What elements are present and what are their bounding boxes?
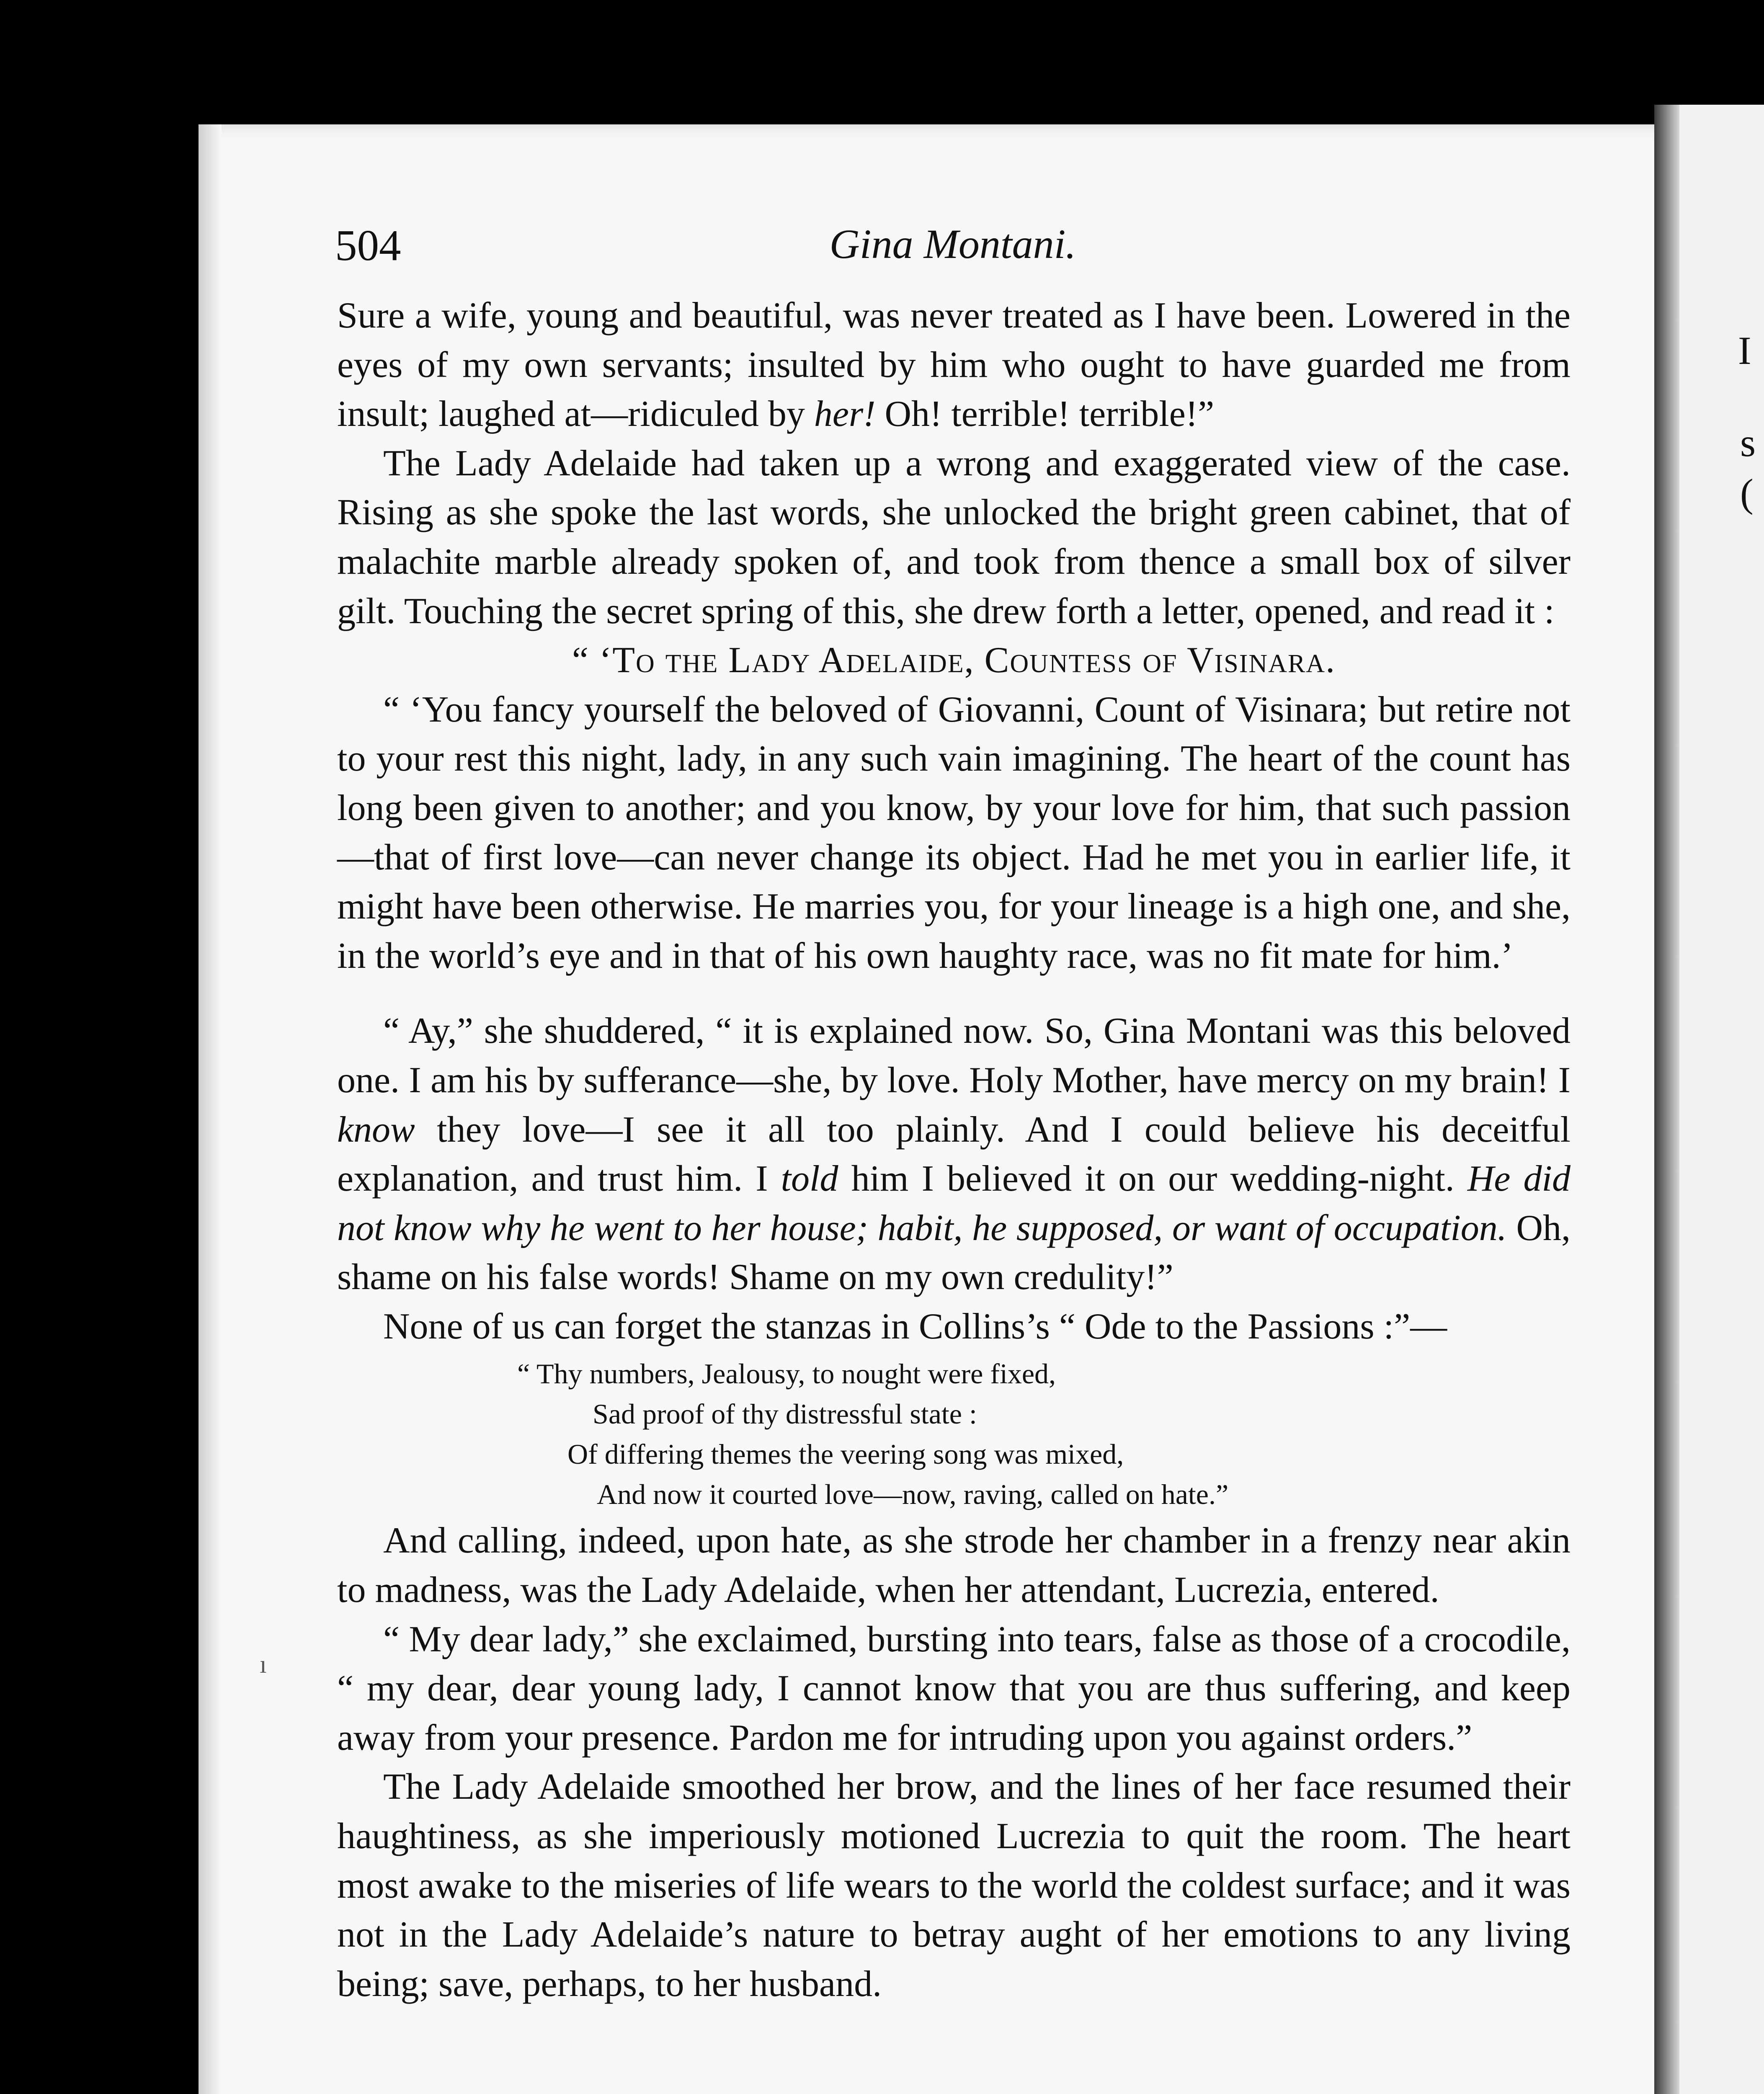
next-page-fragment: ( bbox=[1740, 471, 1754, 515]
next-page-fragment: I bbox=[1738, 328, 1751, 373]
verse-quote bbox=[337, 1354, 1571, 1514]
next-page-edge bbox=[1654, 105, 1764, 2094]
verse-line: “ Thy numbers, Jealousy, to nought were fixed, bbox=[517, 1358, 1056, 1390]
running-title: Gina Montani. bbox=[829, 221, 1076, 267]
verse-line: Sad proof of thy distressful state : bbox=[593, 1398, 977, 1430]
letter-salutation: “ ‘To the Lady Adelaide, Countess of Visinara. bbox=[572, 640, 1336, 681]
paragraph: And calling, indeed, upon hate, as she strode her chamber in a frenzy near akin to madness, was the Lady Adelaide, when her attendant, Lucrezia, entered. bbox=[337, 1520, 1571, 1611]
verse-line: And now it courted love—now, raving, called on hate.” bbox=[597, 1478, 1229, 1511]
next-page-fragment: s bbox=[1740, 420, 1756, 465]
paragraph: None of us can forget the stanzas in Collins’s “ Ode to the Passions :”— bbox=[383, 1306, 1447, 1347]
paragraph: Sure a wife, young and beautiful, was never treated as I have been. Lowered in the eyes of my own servants; insulted by him who ought to have guarded me from insult; laughed at—ridiculed by her! Oh! terrible! terrible!” bbox=[337, 295, 1571, 435]
paragraph: The Lady Adelaide smoothed her brow, and the lines of her face resumed their haughtiness, as she imperiously motioned Lucrezia to quit the room. The heart most awake to the miseries of life wears to the world the coldest surface; and it was not in the Lady Adelaide’s nature to betray aught of her emotions to any living being; save, perhaps, to her husband. bbox=[337, 1766, 1571, 2004]
paragraph: “ Ay,” she shuddered, “ it is explained now. So, Gina Montani was this beloved one. I am his by sufferance—she, by love. Holy Mother, have mercy on my brain! I know they love—I see it all too plainly. And I could believe his deceitful explanation, and trust him. I told him I believed it on our wedding-night. He did not know why he went to her house; habit, he supposed, or want of occupation. Oh, shame on his false words! Shame on my own credulity!” bbox=[337, 1011, 1571, 1298]
verse-line: Of differing themes the veering song was mixed, bbox=[567, 1438, 1124, 1470]
paper-speck: ı bbox=[260, 1650, 267, 1678]
letter-paragraph: “ ‘You fancy yourself the beloved of Giovanni, Count of Visinara; but retire not to your rest this night, lady, in any such vain imagining. The heart of the count has long been given to another; and you know, by your love for him, that such passion—that of first love—can never change its object. Had he met you in earlier life, it might have been otherwise. He marries you, for your lineage is a high one, and she, in the world’s eye and in that of his own haughty race, was no fit mate for him.’ bbox=[337, 689, 1571, 976]
body-text bbox=[337, 291, 1571, 2009]
paragraph: The Lady Adelaide had taken up a wrong and exaggerated view of the case. Rising as she spoke the last words, she unlocked the bright green cabinet, that of malachite marble already spoken of, and took from thence a small box of silver gilt. Touching the secret spring of this, she drew forth a letter, opened, and read it : bbox=[337, 443, 1571, 632]
page-number: 504 bbox=[335, 221, 401, 270]
paragraph: “ My dear lady,” she exclaimed, bursting into tears, false as those of a crocodile, “ my dear, dear young lady, I cannot know that you are thus suffering, and keep away from your presence. Pardon me for intruding upon you against orders.” bbox=[337, 1619, 1571, 1758]
page-header bbox=[335, 220, 1571, 283]
